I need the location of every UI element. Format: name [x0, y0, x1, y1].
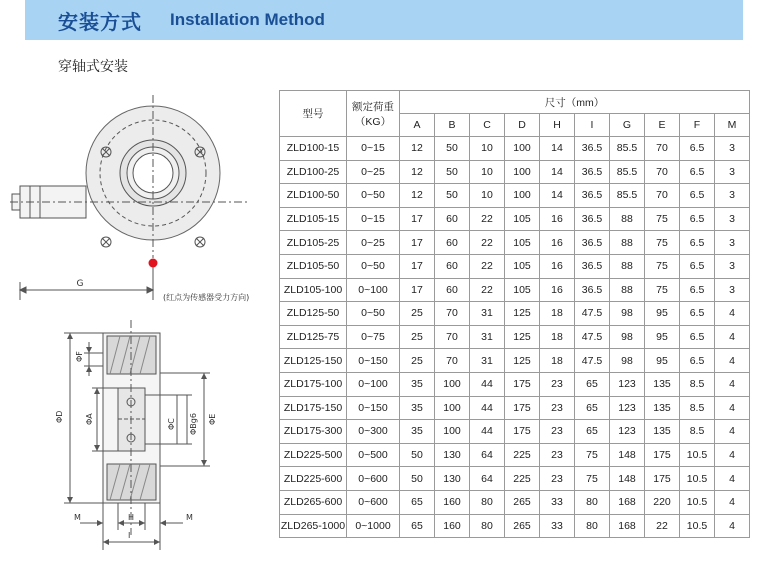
header-dimensions: 尺寸（mm）	[400, 91, 750, 114]
dimension-cell: 220	[645, 490, 680, 514]
table-row	[280, 254, 750, 278]
dimension-cell: 105	[505, 231, 540, 255]
dimension-cell: 47.5	[575, 325, 610, 349]
dimension-cell: 88	[610, 207, 645, 231]
dimension-cell: 4	[715, 325, 750, 349]
dimension-cell: 65	[575, 420, 610, 444]
model-cell: ZLD105-25	[280, 231, 347, 255]
dimension-cell: 65	[575, 396, 610, 420]
dimension-cell: 10.5	[680, 490, 715, 514]
dimension-cell: 6.5	[680, 184, 715, 208]
dimension-cell: 60	[435, 278, 470, 302]
dimension-cell: 8.5	[680, 420, 715, 444]
dimension-cell: 175	[505, 420, 540, 444]
table-row	[280, 443, 750, 467]
table-row	[280, 160, 750, 184]
dimension-cell: 31	[470, 302, 505, 326]
dimension-cell: 75	[575, 467, 610, 491]
dimension-cell: 65	[400, 514, 435, 538]
dimension-cell: 265	[505, 514, 540, 538]
dimension-cell: 64	[470, 467, 505, 491]
dimension-cell: 10.5	[680, 514, 715, 538]
dim-label-c: ΦC	[167, 418, 176, 430]
dimension-cell: 10	[470, 160, 505, 184]
dimension-cell: 23	[540, 420, 575, 444]
dimension-cell: 80	[470, 514, 505, 538]
dimension-cell: 50	[400, 467, 435, 491]
model-cell: ZLD105-15	[280, 207, 347, 231]
dimension-cell: 6.5	[680, 349, 715, 373]
dimension-cell: 8.5	[680, 396, 715, 420]
dimension-cell: 175	[645, 467, 680, 491]
dimension-cell: 12	[400, 184, 435, 208]
table-row	[280, 372, 750, 396]
dimension-cell: 44	[470, 420, 505, 444]
dimension-cell: 70	[645, 160, 680, 184]
dimension-cell: 36.5	[575, 184, 610, 208]
table-row	[280, 490, 750, 514]
table-row	[280, 278, 750, 302]
dimension-cell: 6.5	[680, 231, 715, 255]
dimension-cell: 14	[540, 160, 575, 184]
dimension-cell: 160	[435, 514, 470, 538]
dimension-cell: 60	[435, 254, 470, 278]
dimension-cell: 36.5	[575, 137, 610, 161]
dimension-cell: 23	[540, 372, 575, 396]
dimension-cell: 95	[645, 325, 680, 349]
dimension-cell: 175	[505, 372, 540, 396]
dimension-cell: 18	[540, 325, 575, 349]
table-row	[280, 302, 750, 326]
dimension-cell: 4	[715, 443, 750, 467]
dim-label-i: I	[128, 531, 131, 540]
dimension-cell: 8.5	[680, 372, 715, 396]
dimension-cell: 135	[645, 372, 680, 396]
dimension-cell: 50	[435, 137, 470, 161]
dimension-cell: 6.5	[680, 160, 715, 184]
dimension-cell: 25	[400, 302, 435, 326]
dimension-cell: 4	[715, 514, 750, 538]
dimension-cell: 85.5	[610, 160, 645, 184]
load-cell: 0~600	[347, 467, 400, 491]
column-header: H	[540, 114, 575, 137]
dimension-cell: 36.5	[575, 231, 610, 255]
dimension-cell: 23	[540, 467, 575, 491]
table-row	[280, 207, 750, 231]
table-row	[280, 396, 750, 420]
dimension-cell: 6.5	[680, 254, 715, 278]
dimension-cell: 4	[715, 349, 750, 373]
column-header: A	[400, 114, 435, 137]
dimension-cell: 135	[645, 420, 680, 444]
dimension-cell: 31	[470, 349, 505, 373]
dimension-cell: 160	[435, 490, 470, 514]
column-header: D	[505, 114, 540, 137]
table-row	[280, 467, 750, 491]
dimension-cell: 70	[435, 325, 470, 349]
dimension-cell: 4	[715, 396, 750, 420]
dimension-cell: 23	[540, 396, 575, 420]
dimension-cell: 95	[645, 349, 680, 373]
model-cell: ZLD225-500	[280, 443, 347, 467]
dimension-cell: 17	[400, 231, 435, 255]
dimension-cell: 22	[470, 278, 505, 302]
dimension-cell: 75	[645, 207, 680, 231]
dimension-cell: 25	[400, 349, 435, 373]
dimension-cell: 175	[505, 396, 540, 420]
header-title-cn: 安装方式	[58, 10, 142, 34]
header-rated-load	[347, 91, 400, 137]
dimension-cell: 10.5	[680, 443, 715, 467]
dimension-cell: 123	[610, 420, 645, 444]
dimension-cell: 22	[470, 231, 505, 255]
load-cell: 0~500	[347, 443, 400, 467]
dimension-cell: 105	[505, 278, 540, 302]
dimension-cell: 16	[540, 231, 575, 255]
model-cell: ZLD175-100	[280, 372, 347, 396]
dimension-cell: 6.5	[680, 207, 715, 231]
dimension-cell: 135	[645, 396, 680, 420]
dimension-cell: 3	[715, 254, 750, 278]
dimension-cell: 35	[400, 396, 435, 420]
load-cell: 0~25	[347, 160, 400, 184]
load-cell: 0~75	[347, 325, 400, 349]
dimension-cell: 22	[470, 254, 505, 278]
dimension-cell: 148	[610, 443, 645, 467]
dimension-cell: 80	[575, 514, 610, 538]
load-cell: 0~50	[347, 302, 400, 326]
load-cell: 0~15	[347, 207, 400, 231]
dimension-cell: 98	[610, 349, 645, 373]
table-row	[280, 325, 750, 349]
dimension-cell: 75	[645, 278, 680, 302]
dim-label-f: ΦF	[75, 351, 84, 362]
column-header: F	[680, 114, 715, 137]
dimension-cell: 50	[400, 443, 435, 467]
dimension-cell: 6.5	[680, 278, 715, 302]
dimension-cell: 10	[470, 184, 505, 208]
dimension-cell: 225	[505, 467, 540, 491]
dim-label-a: ΦA	[85, 413, 94, 425]
dimension-cell: 12	[400, 137, 435, 161]
dimension-cell: 123	[610, 396, 645, 420]
dimension-cell: 36.5	[575, 254, 610, 278]
force-direction-dot	[149, 259, 158, 268]
dimension-cell: 75	[575, 443, 610, 467]
dimension-cell: 14	[540, 137, 575, 161]
model-cell: ZLD105-100	[280, 278, 347, 302]
dimension-cell: 98	[610, 302, 645, 326]
model-cell: ZLD100-25	[280, 160, 347, 184]
table-body	[280, 137, 750, 538]
dimension-cell: 10.5	[680, 467, 715, 491]
dimension-cell: 36.5	[575, 207, 610, 231]
header-title-en: Installation Method	[170, 10, 325, 29]
dimension-cell: 75	[645, 254, 680, 278]
dim-label-h: H	[128, 513, 135, 522]
dimension-cell: 47.5	[575, 302, 610, 326]
dimension-cell: 88	[610, 231, 645, 255]
dim-label-e: ΦE	[208, 413, 217, 425]
dimension-cell: 85.5	[610, 137, 645, 161]
model-cell: ZLD125-150	[280, 349, 347, 373]
table-row	[280, 184, 750, 208]
dimension-cell: 17	[400, 278, 435, 302]
dimension-cell: 31	[470, 325, 505, 349]
column-header: I	[575, 114, 610, 137]
model-cell: ZLD225-600	[280, 467, 347, 491]
load-cell: 0~25	[347, 231, 400, 255]
dimension-cell: 47.5	[575, 349, 610, 373]
column-header: C	[470, 114, 505, 137]
dimension-cell: 3	[715, 207, 750, 231]
load-cell: 0~600	[347, 490, 400, 514]
dimension-cell: 85.5	[610, 184, 645, 208]
dimension-cell: 17	[400, 207, 435, 231]
dimension-cell: 17	[400, 254, 435, 278]
dimension-cell: 130	[435, 443, 470, 467]
dimension-cell: 88	[610, 254, 645, 278]
dimension-cell: 35	[400, 372, 435, 396]
dimension-cell: 44	[470, 396, 505, 420]
dimension-cell: 80	[470, 490, 505, 514]
dimension-cell: 125	[505, 302, 540, 326]
model-cell: ZLD265-600	[280, 490, 347, 514]
header-rated-load-line1: 额定荷重	[352, 100, 394, 113]
dimension-cell: 70	[645, 137, 680, 161]
load-cell: 0~1000	[347, 514, 400, 538]
dimension-cell: 130	[435, 467, 470, 491]
load-cell: 0~100	[347, 372, 400, 396]
dimension-cell: 100	[505, 160, 540, 184]
dimension-cell: 225	[505, 443, 540, 467]
dimension-cell: 18	[540, 302, 575, 326]
dimension-cell: 16	[540, 278, 575, 302]
dimension-cell: 75	[645, 231, 680, 255]
dimension-cell: 125	[505, 325, 540, 349]
dimension-cell: 70	[435, 302, 470, 326]
dimension-cell: 100	[435, 396, 470, 420]
dimension-cell: 100	[435, 372, 470, 396]
table-row	[280, 137, 750, 161]
load-cell: 0~100	[347, 278, 400, 302]
dimension-cell: 100	[435, 420, 470, 444]
dimension-cell: 16	[540, 207, 575, 231]
dimension-cell: 80	[575, 490, 610, 514]
dimension-cell: 16	[540, 254, 575, 278]
model-cell: ZLD100-50	[280, 184, 347, 208]
dimension-cell: 3	[715, 160, 750, 184]
dimension-cell: 33	[540, 490, 575, 514]
model-cell: ZLD265-1000	[280, 514, 347, 538]
dimension-cell: 168	[610, 514, 645, 538]
column-header: G	[610, 114, 645, 137]
dimension-cell: 123	[610, 372, 645, 396]
dimension-cell: 88	[610, 278, 645, 302]
dimension-cell: 175	[645, 443, 680, 467]
dimension-cell: 18	[540, 349, 575, 373]
dimension-cell: 4	[715, 372, 750, 396]
dimension-cell: 44	[470, 372, 505, 396]
dimension-cell: 36.5	[575, 160, 610, 184]
dimension-cell: 98	[610, 325, 645, 349]
table-row	[280, 349, 750, 373]
column-header: M	[715, 114, 750, 137]
load-cell: 0~50	[347, 184, 400, 208]
dimension-cell: 4	[715, 490, 750, 514]
dimension-cell: 65	[400, 490, 435, 514]
model-cell: ZLD100-15	[280, 137, 347, 161]
dimension-cell: 33	[540, 514, 575, 538]
dimension-cell: 25	[400, 325, 435, 349]
table-row	[280, 420, 750, 444]
dimension-cell: 4	[715, 467, 750, 491]
dimension-cell: 12	[400, 160, 435, 184]
dimension-cell: 70	[435, 349, 470, 373]
dimension-cell: 100	[505, 184, 540, 208]
dimension-cell: 6.5	[680, 302, 715, 326]
dimension-cell: 10	[470, 137, 505, 161]
dimension-cell: 70	[645, 184, 680, 208]
dimension-cell: 22	[470, 207, 505, 231]
dimension-cell: 3	[715, 278, 750, 302]
dimension-cell: 4	[715, 302, 750, 326]
model-cell: ZLD125-75	[280, 325, 347, 349]
dimension-cell: 22	[645, 514, 680, 538]
dimension-cell: 64	[470, 443, 505, 467]
dimension-cell: 148	[610, 467, 645, 491]
dimension-cell: 125	[505, 349, 540, 373]
dimension-cell: 36.5	[575, 278, 610, 302]
dimension-cell: 50	[435, 160, 470, 184]
dimension-cell: 14	[540, 184, 575, 208]
dimension-cell: 60	[435, 231, 470, 255]
header-rated-load-line2: （KG）	[354, 115, 392, 128]
dimension-cell: 65	[575, 372, 610, 396]
dim-label-d: ΦD	[55, 410, 64, 423]
model-cell: ZLD105-50	[280, 254, 347, 278]
column-header: E	[645, 114, 680, 137]
dimension-cell: 168	[610, 490, 645, 514]
load-cell: 0~150	[347, 396, 400, 420]
model-cell: ZLD175-150	[280, 396, 347, 420]
load-cell: 0~15	[347, 137, 400, 161]
dim-label-g: G	[76, 279, 84, 289]
dimension-cell: 105	[505, 254, 540, 278]
header-model: 型号	[280, 91, 347, 137]
table-row	[280, 514, 750, 538]
dimension-cell: 6.5	[680, 137, 715, 161]
model-cell: ZLD125-50	[280, 302, 347, 326]
dimension-cell: 23	[540, 443, 575, 467]
dimension-cell: 3	[715, 184, 750, 208]
spec-table	[279, 90, 750, 538]
dim-label-m-right: M	[186, 513, 193, 522]
dimension-cell: 265	[505, 490, 540, 514]
dim-label-b: ΦBg6	[189, 413, 198, 435]
dimension-cell: 6.5	[680, 325, 715, 349]
installation-subtitle: 穿轴式安装	[58, 59, 128, 75]
model-cell: ZLD175-300	[280, 420, 347, 444]
dimension-cell: 50	[435, 184, 470, 208]
table-row	[280, 231, 750, 255]
load-cell: 0~150	[347, 349, 400, 373]
load-cell: 0~300	[347, 420, 400, 444]
column-header: B	[435, 114, 470, 137]
dimension-cell: 60	[435, 207, 470, 231]
dimension-cell: 3	[715, 137, 750, 161]
dimension-cell: 105	[505, 207, 540, 231]
dimension-cell: 100	[505, 137, 540, 161]
dim-label-m-left: M	[74, 513, 81, 522]
force-note: (红点为传感器受力方向)	[163, 293, 250, 302]
dimension-cell: 4	[715, 420, 750, 444]
dimension-cell: 35	[400, 420, 435, 444]
dimension-cell: 3	[715, 231, 750, 255]
dimension-cell: 95	[645, 302, 680, 326]
load-cell: 0~50	[347, 254, 400, 278]
technical-drawing	[0, 90, 278, 550]
